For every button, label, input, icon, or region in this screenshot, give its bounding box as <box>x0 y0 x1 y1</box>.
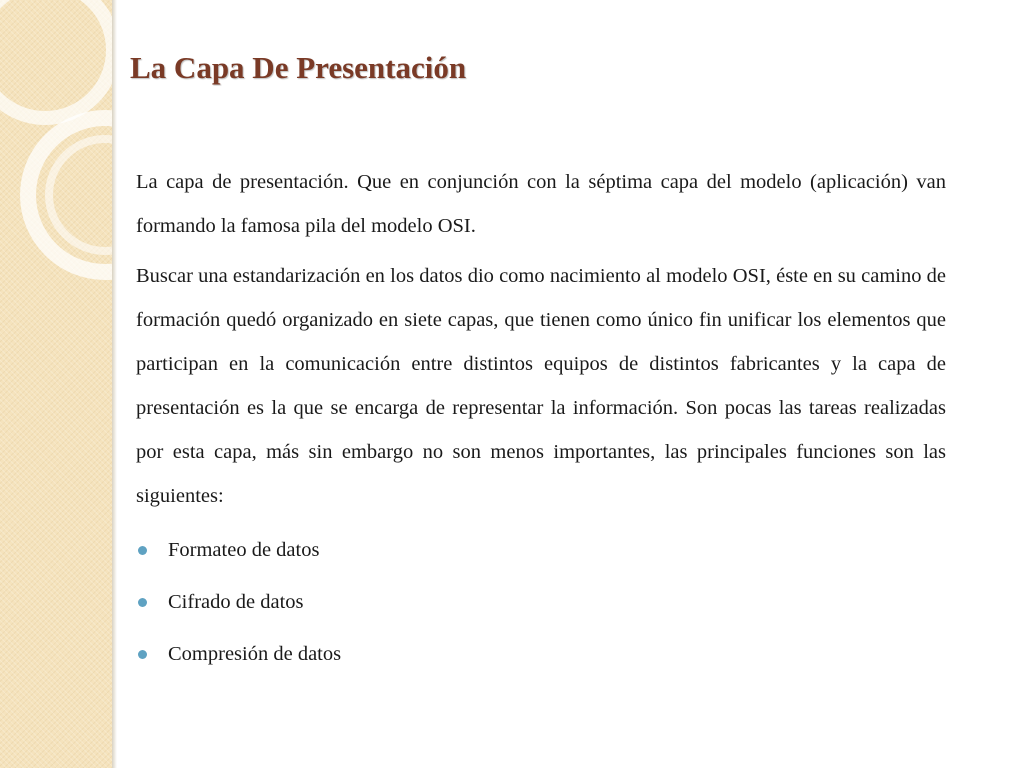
bullet-dot-icon <box>138 598 147 607</box>
list-item <box>136 524 946 576</box>
list-item-label: Cifrado de datos <box>168 591 304 613</box>
paragraph-description: Buscar una estandarización en los datos dio como nacimiento al modelo OSI, éste en su camino de formación quedó organizado en siete capas, que tienen como único fin unificar los elementos que participan en la comunicación entre distintos equipos de distintos fabricantes y la capa de presentación es la que se encarga de representar la información. Son pocas las tareas realizadas por esta capa, más sin embargo no son menos importantes, las principales funciones son las siguientes: <box>136 265 946 507</box>
decorative-ring <box>0 0 112 125</box>
list-item-label: Compresión de datos <box>168 643 342 665</box>
side-band-shadow <box>112 0 117 768</box>
list-item <box>136 576 946 628</box>
paragraph-intro: La capa de presentación. Que en conjunción con la séptima capa del modelo (aplicación) van formando la famosa pila del modelo OSI. <box>136 171 946 237</box>
function-list <box>136 524 946 680</box>
list-item-label: Formateo de datos <box>168 539 320 561</box>
slide-title: La Capa De Presentación <box>130 50 467 85</box>
decorative-side-band <box>0 0 112 768</box>
bullet-dot-icon <box>138 650 147 659</box>
list-item <box>136 628 946 680</box>
bullet-dot-icon <box>138 546 147 555</box>
slide-body <box>136 160 946 680</box>
